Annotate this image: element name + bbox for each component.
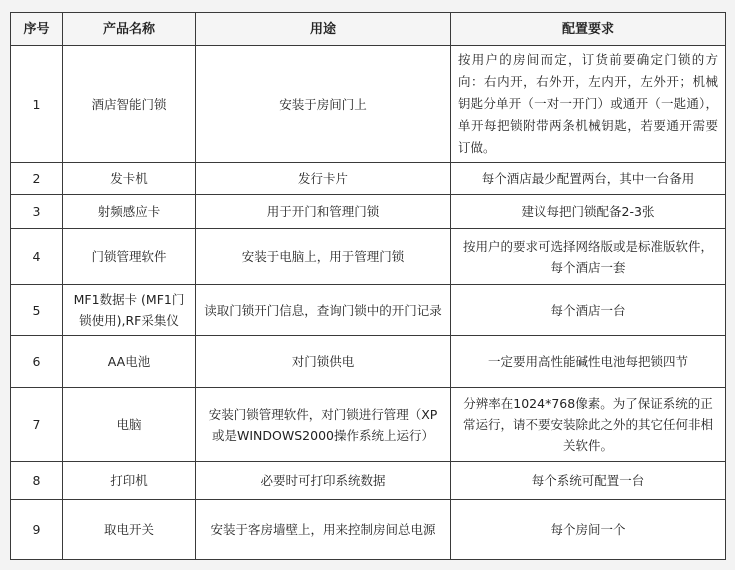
cell-no: 6 [11, 336, 63, 388]
cell-config: 按用户的要求可选择网络版或是标准版软件，每个酒店一套 [451, 229, 726, 285]
cell-no: 5 [11, 285, 63, 336]
table-row [11, 163, 726, 195]
cell-no: 4 [11, 229, 63, 285]
cell-product: 门锁管理软件 [63, 229, 196, 285]
cell-config: 一定要用高性能碱性电池每把锁四节 [451, 336, 726, 388]
table-row [11, 46, 726, 163]
cell-product: 取电开关 [63, 500, 196, 560]
cell-no: 9 [11, 500, 63, 560]
cell-product: 发卡机 [63, 163, 196, 195]
cell-config: 每个酒店一台 [451, 285, 726, 336]
cell-usage: 安装门锁管理软件，对门锁进行管理（XP或是WINDOWS2000操作系统上运行） [196, 388, 451, 462]
cell-no: 7 [11, 388, 63, 462]
table-row [11, 500, 726, 560]
cell-usage: 对门锁供电 [196, 336, 451, 388]
cell-no: 8 [11, 462, 63, 500]
cell-config: 每个房间一个 [451, 500, 726, 560]
table-row [11, 462, 726, 500]
header-config: 配置要求 [451, 13, 726, 46]
cell-config: 每个酒店最少配置两台，其中一台备用 [451, 163, 726, 195]
cell-usage: 安装于房间门上 [196, 46, 451, 163]
cell-product: 酒店智能门锁 [63, 46, 196, 163]
cell-usage: 用于开门和管理门锁 [196, 195, 451, 229]
configuration-table [10, 12, 726, 560]
cell-config: 建议每把门锁配备2-3张 [451, 195, 726, 229]
cell-usage: 安装于客房墙壁上，用来控制房间总电源 [196, 500, 451, 560]
cell-product: 电脑 [63, 388, 196, 462]
header-no: 序号 [11, 13, 63, 46]
cell-config: 每个系统可配置一台 [451, 462, 726, 500]
table-row [11, 336, 726, 388]
table-row [11, 285, 726, 336]
cell-product: 射频感应卡 [63, 195, 196, 229]
cell-config: 按用户的房间而定，订货前要确定门锁的方向：右内开，右外开，左内开，左外开；机械钥匙分单开（一对一开门）或通开（一匙通），单开每把锁附带两条机械钥匙，若要通开需要订做。 [451, 46, 726, 163]
table-row [11, 229, 726, 285]
cell-product: 打印机 [63, 462, 196, 500]
table-row [11, 388, 726, 462]
cell-product: AA电池 [63, 336, 196, 388]
cell-no: 3 [11, 195, 63, 229]
header-usage: 用途 [196, 13, 451, 46]
cell-no: 2 [11, 163, 63, 195]
table-row [11, 195, 726, 229]
header-product: 产品名称 [63, 13, 196, 46]
cell-no: 1 [11, 46, 63, 163]
cell-usage: 读取门锁开门信息，查询门锁中的开门记录 [196, 285, 451, 336]
cell-product: MF1数据卡 (MF1门锁使用),RF采集仪 [63, 285, 196, 336]
cell-usage: 安装于电脑上，用于管理门锁 [196, 229, 451, 285]
cell-usage: 必要时可打印系统数据 [196, 462, 451, 500]
cell-usage: 发行卡片 [196, 163, 451, 195]
cell-config: 分辨率在1024*768像素。为了保证系统的正常运行，请不要安装除此之外的其它任何非相关软件。 [451, 388, 726, 462]
table-header-row [11, 13, 726, 46]
